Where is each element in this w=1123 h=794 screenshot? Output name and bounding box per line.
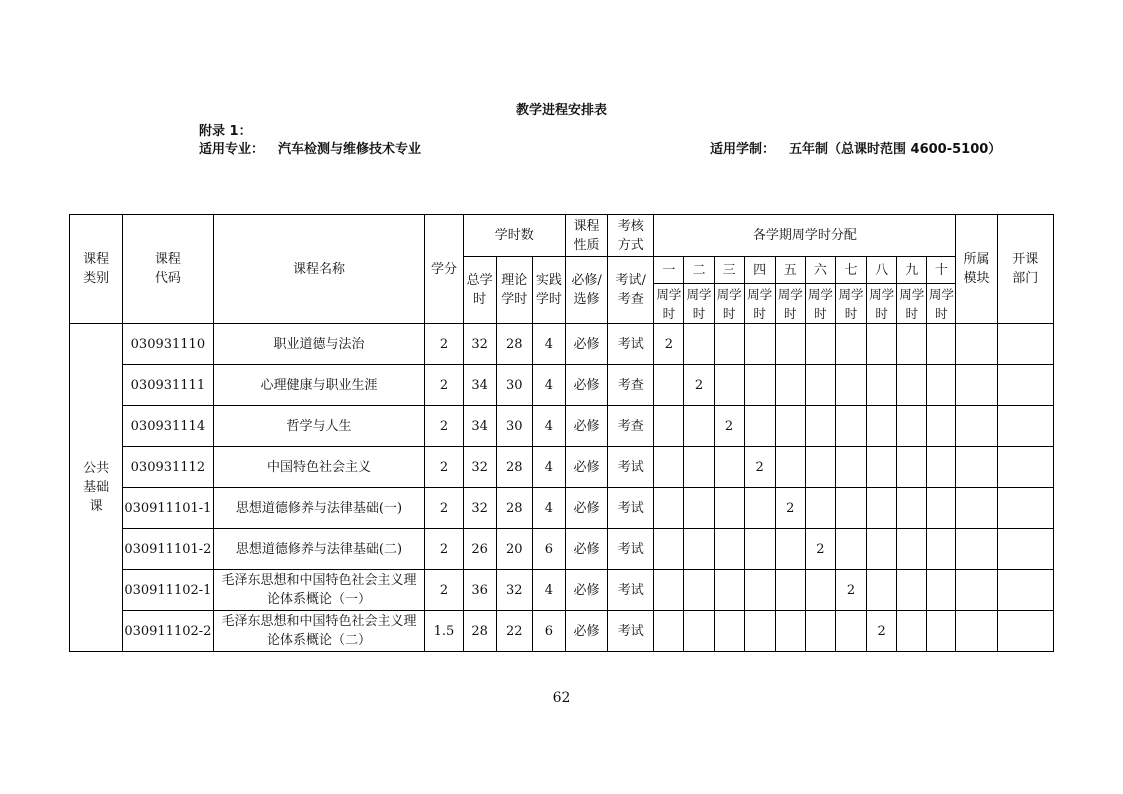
semester-hours-cell (835, 406, 866, 447)
course-credit: 2 (425, 529, 463, 570)
total-hours: 34 (463, 406, 496, 447)
course-nature: 必修 (565, 447, 607, 488)
semester-hours-cell (775, 406, 805, 447)
semester-hours-cell: 2 (714, 406, 744, 447)
course-module (956, 324, 997, 365)
semester-hours-cell: 2 (775, 488, 805, 529)
course-name: 职业道德与法治 (213, 324, 425, 365)
semester-hours-cell (775, 447, 805, 488)
practice-hours: 4 (532, 447, 565, 488)
semester-hours-cell (775, 365, 805, 406)
theory-hours: 32 (496, 570, 532, 611)
course-department (997, 365, 1053, 406)
weekly-hours-header: 周学时 (775, 284, 805, 324)
semester-hours-cell (835, 365, 866, 406)
semester-hours-cell (714, 324, 744, 365)
semester-hours-cell (744, 529, 775, 570)
semester-hours-cell: 2 (835, 570, 866, 611)
total-hours: 26 (463, 529, 496, 570)
header-department: 开课部门 (997, 215, 1053, 324)
total-hours: 34 (463, 365, 496, 406)
course-name: 毛泽东思想和中国特色社会主义理论体系概论（二） (213, 611, 425, 652)
semester-hours-cell (867, 447, 897, 488)
semester-hours-cell (744, 611, 775, 652)
course-row (70, 529, 1054, 570)
course-name: 毛泽东思想和中国特色社会主义理论体系概论（一） (213, 570, 425, 611)
course-department (997, 570, 1053, 611)
practice-hours: 4 (532, 324, 565, 365)
semester-hours-cell (897, 570, 927, 611)
weekly-hours-header: 周学时 (684, 284, 714, 324)
course-department (997, 406, 1053, 447)
semester-hours-cell (867, 488, 897, 529)
major-label: 适用专业： (199, 142, 265, 157)
total-hours: 32 (463, 324, 496, 365)
document-title: 教学进程安排表 (515, 103, 607, 118)
course-nature: 必修 (565, 611, 607, 652)
semester-hours-cell: 2 (744, 447, 775, 488)
semester-hours-cell (805, 611, 835, 652)
semester-hours-cell (744, 365, 775, 406)
semester-hours-cell: 2 (805, 529, 835, 570)
course-category: 公共基础课 (70, 324, 123, 652)
course-credit: 2 (425, 406, 463, 447)
semester-hours-cell (897, 529, 927, 570)
course-name: 中国特色社会主义 (213, 447, 425, 488)
weekly-hours-header: 周学时 (927, 284, 956, 324)
semester-hours-cell (897, 447, 927, 488)
assessment-method: 考试 (608, 447, 654, 488)
header-assessment: 考核方式 (608, 215, 654, 257)
assessment-method: 考查 (608, 365, 654, 406)
semester-hours-cell (775, 529, 805, 570)
semester-hours-cell (805, 570, 835, 611)
header-nature: 课程性质 (565, 215, 607, 257)
course-row (70, 570, 1054, 611)
semester-hours-cell (714, 611, 744, 652)
semester-hours-cell (835, 611, 866, 652)
semester-hours-cell (654, 447, 684, 488)
course-nature: 必修 (565, 488, 607, 529)
semester-hours-cell (684, 529, 714, 570)
semester-hours-cell (805, 365, 835, 406)
semester-hours-cell (867, 406, 897, 447)
course-department (997, 529, 1053, 570)
semester-hours-cell (835, 529, 866, 570)
header-name: 课程名称 (213, 215, 425, 324)
semester-hours-cell (835, 324, 866, 365)
course-nature: 必修 (565, 406, 607, 447)
semester-hours-cell (654, 529, 684, 570)
semester-hours-cell (654, 365, 684, 406)
semester-hours-cell (654, 488, 684, 529)
teaching-plan-table (69, 214, 1054, 652)
course-credit: 2 (425, 447, 463, 488)
semester-hours-cell (805, 488, 835, 529)
practice-hours: 4 (532, 488, 565, 529)
semester-hours-cell (714, 570, 744, 611)
course-credit: 2 (425, 570, 463, 611)
course-name: 思想道德修养与法律基础(二) (213, 529, 425, 570)
course-code: 030911101-1 (123, 488, 213, 529)
theory-hours: 28 (496, 488, 532, 529)
semester-hours-cell (805, 406, 835, 447)
header-semester-group: 各学期周学时分配 (654, 215, 956, 257)
header-category: 课程类别 (70, 215, 123, 324)
semester-hours-cell (897, 611, 927, 652)
course-nature: 必修 (565, 529, 607, 570)
course-nature: 必修 (565, 570, 607, 611)
theory-hours: 30 (496, 406, 532, 447)
header-assessment-sub: 考试/考查 (608, 257, 654, 324)
header-practice-hours: 实践学时 (532, 257, 565, 324)
weekly-hours-header: 周学时 (744, 284, 775, 324)
semester-header: 三 (714, 257, 744, 284)
header-theory-hours: 理论学时 (496, 257, 532, 324)
course-department (997, 324, 1053, 365)
course-module (956, 406, 997, 447)
course-credit: 2 (425, 365, 463, 406)
semester-header: 六 (805, 257, 835, 284)
semester-hours-cell (714, 365, 744, 406)
total-hours: 32 (463, 447, 496, 488)
course-module (956, 529, 997, 570)
semester-hours-cell (867, 529, 897, 570)
semester-hours-cell (897, 324, 927, 365)
weekly-hours-header: 周学时 (897, 284, 927, 324)
semester-header: 十 (927, 257, 956, 284)
theory-hours: 22 (496, 611, 532, 652)
appendix-label: 附录 1： (199, 124, 252, 139)
semester-hours-cell (927, 324, 956, 365)
theory-hours: 28 (496, 447, 532, 488)
header-credit: 学分 (425, 215, 463, 324)
assessment-method: 考试 (608, 324, 654, 365)
practice-hours: 4 (532, 570, 565, 611)
semester-header: 九 (897, 257, 927, 284)
semester-hours-cell (805, 324, 835, 365)
course-row (70, 611, 1054, 652)
semester-hours-cell (744, 324, 775, 365)
semester-hours-cell (654, 570, 684, 611)
semester-hours-cell (897, 406, 927, 447)
course-row (70, 406, 1054, 447)
course-code: 030911101-2 (123, 529, 213, 570)
assessment-method: 考查 (608, 406, 654, 447)
course-department (997, 447, 1053, 488)
course-department (997, 611, 1053, 652)
semester-hours-cell (684, 324, 714, 365)
semester-header: 四 (744, 257, 775, 284)
course-credit: 2 (425, 324, 463, 365)
semester-hours-cell (654, 406, 684, 447)
semester-hours-cell (775, 611, 805, 652)
course-name: 哲学与人生 (213, 406, 425, 447)
semester-hours-cell (805, 447, 835, 488)
system-value: 五年制（总课时范围 4600-5100） (789, 142, 1002, 157)
semester-header: 二 (684, 257, 714, 284)
weekly-hours-header: 周学时 (867, 284, 897, 324)
course-module (956, 365, 997, 406)
total-hours: 36 (463, 570, 496, 611)
semester-hours-cell (775, 570, 805, 611)
semester-header: 一 (654, 257, 684, 284)
course-row (70, 488, 1054, 529)
semester-hours-cell (775, 324, 805, 365)
semester-hours-cell: 2 (654, 324, 684, 365)
semester-hours-cell (684, 406, 714, 447)
weekly-hours-header: 周学时 (654, 284, 684, 324)
major-line (199, 138, 421, 157)
semester-hours-cell (897, 365, 927, 406)
semester-hours-cell (684, 611, 714, 652)
header-hours-group: 学时数 (463, 215, 565, 257)
semester-hours-cell (714, 488, 744, 529)
course-nature: 必修 (565, 365, 607, 406)
course-module (956, 570, 997, 611)
semester-hours-cell (927, 611, 956, 652)
header-nature-sub: 必修/选修 (565, 257, 607, 324)
header-module: 所属模块 (956, 215, 997, 324)
assessment-method: 考试 (608, 570, 654, 611)
assessment-method: 考试 (608, 611, 654, 652)
course-name: 思想道德修养与法律基础(一) (213, 488, 425, 529)
semester-hours-cell (835, 447, 866, 488)
semester-hours-cell (867, 365, 897, 406)
semester-hours-cell (714, 447, 744, 488)
semester-hours-cell (927, 447, 956, 488)
course-department (997, 488, 1053, 529)
total-hours: 32 (463, 488, 496, 529)
semester-hours-cell (867, 570, 897, 611)
header-total-hours: 总学时 (463, 257, 496, 324)
theory-hours: 30 (496, 365, 532, 406)
semester-hours-cell (684, 447, 714, 488)
course-code: 030931111 (123, 365, 213, 406)
course-row (70, 447, 1054, 488)
semester-hours-cell (744, 570, 775, 611)
semester-hours-cell (867, 324, 897, 365)
practice-hours: 6 (532, 611, 565, 652)
practice-hours: 4 (532, 406, 565, 447)
course-credit: 2 (425, 488, 463, 529)
assessment-method: 考试 (608, 488, 654, 529)
course-module (956, 488, 997, 529)
semester-hours-cell (654, 611, 684, 652)
course-module (956, 447, 997, 488)
header-code: 课程代码 (123, 215, 213, 324)
semester-hours-cell (897, 488, 927, 529)
semester-hours-cell (927, 365, 956, 406)
course-code: 030931110 (123, 324, 213, 365)
semester-hours-cell (744, 406, 775, 447)
semester-hours-cell (927, 406, 956, 447)
course-module (956, 611, 997, 652)
semester-header: 五 (775, 257, 805, 284)
semester-hours-cell (927, 570, 956, 611)
practice-hours: 4 (532, 365, 565, 406)
semester-hours-cell (684, 488, 714, 529)
page-number: 62 (552, 690, 571, 706)
system-line (710, 138, 1001, 157)
major-value: 汽车检测与维修技术专业 (278, 142, 422, 157)
system-label: 适用学制： (710, 142, 776, 157)
semester-hours-cell (927, 488, 956, 529)
course-code: 030931112 (123, 447, 213, 488)
semester-hours-cell (835, 488, 866, 529)
practice-hours: 6 (532, 529, 565, 570)
weekly-hours-header: 周学时 (805, 284, 835, 324)
semester-hours-cell (744, 488, 775, 529)
semester-hours-cell (714, 529, 744, 570)
semester-hours-cell (684, 570, 714, 611)
semester-header: 八 (867, 257, 897, 284)
course-row (70, 324, 1054, 365)
semester-header: 七 (835, 257, 866, 284)
assessment-method: 考试 (608, 529, 654, 570)
theory-hours: 20 (496, 529, 532, 570)
course-name: 心理健康与职业生涯 (213, 365, 425, 406)
course-code: 030911102-2 (123, 611, 213, 652)
semester-hours-cell: 2 (684, 365, 714, 406)
semester-hours-cell (927, 529, 956, 570)
course-nature: 必修 (565, 324, 607, 365)
theory-hours: 28 (496, 324, 532, 365)
weekly-hours-header: 周学时 (714, 284, 744, 324)
course-code: 030931114 (123, 406, 213, 447)
course-code: 030911102-1 (123, 570, 213, 611)
semester-hours-cell: 2 (867, 611, 897, 652)
course-row (70, 365, 1054, 406)
weekly-hours-header: 周学时 (835, 284, 866, 324)
total-hours: 28 (463, 611, 496, 652)
course-credit: 1.5 (425, 611, 463, 652)
